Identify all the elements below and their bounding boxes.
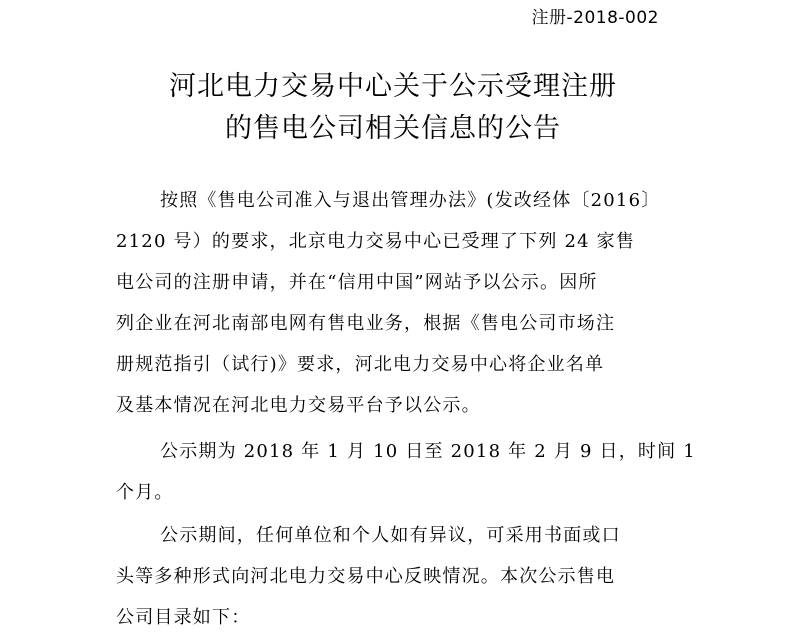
body-line: 个月。 — [116, 482, 174, 503]
document-number: 注册-2018-002 — [531, 8, 659, 28]
body-line: 电公司的注册申请，并在“信用中国”网站予以公示。因所 — [116, 272, 598, 293]
body-line: 公司目录如下： — [116, 607, 251, 628]
body-line: 及基本情况在河北电力交易平台予以公示。 — [116, 395, 481, 416]
body-line: 公示期为 2018 年 1 月 10 日至 2018 年 2 月 9 日，时间 1 — [160, 441, 696, 462]
body-line: 头等多种形式向河北电力交易中心反映情况。本次公示售电 — [116, 566, 616, 587]
body-line: 公示期间，任何单位和个人如有异议，可采用书面或口 — [160, 525, 621, 546]
body-line: 册规范指引（试行)》要求，河北电力交易中心将企业名单 — [116, 354, 605, 375]
announcement-title-line-2: 的售电公司相关信息的公告 — [225, 113, 561, 144]
body-line: 按照《售电公司准入与退出管理办法》(发改经体〔2016〕 — [160, 190, 661, 211]
body-line: 2120 号）的要求，北京电力交易中心已受理了下列 24 家售 — [116, 231, 636, 252]
body-line: 列企业在河北南部电网有售电业务，根据《售电公司市场注 — [116, 313, 616, 334]
announcement-title-line-1: 河北电力交易中心关于公示受理注册 — [169, 71, 617, 102]
